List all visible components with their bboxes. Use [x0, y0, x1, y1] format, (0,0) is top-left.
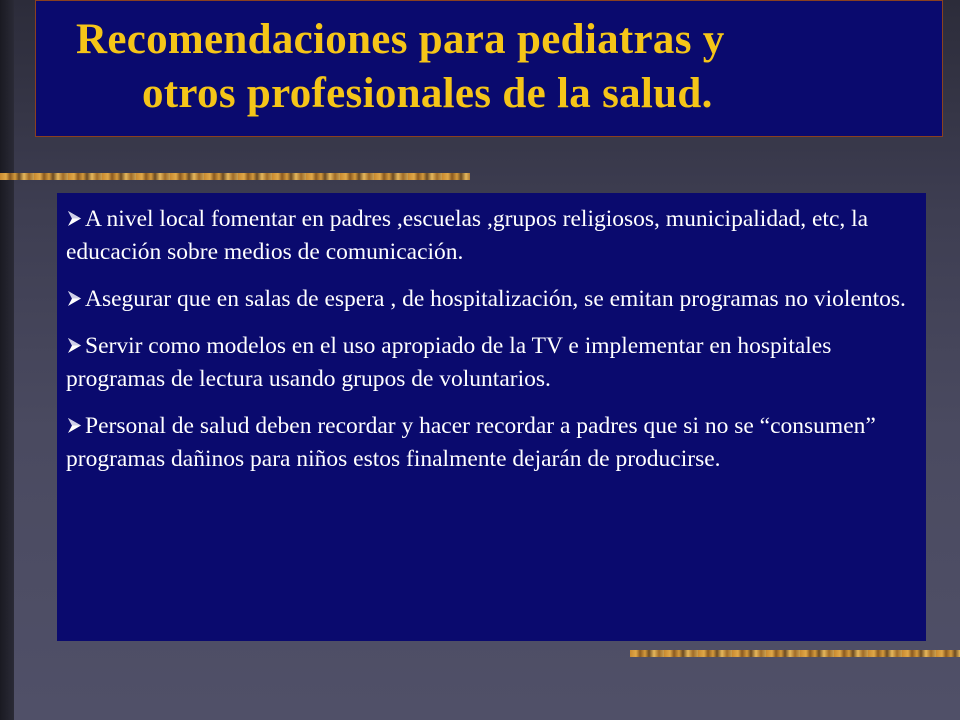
bullet-list	[66, 203, 912, 476]
bullet-text: A nivel local fomentar en padres ,escuelas ,grupos religiosos, municipalidad, etc, la educación sobre medios de comunicación.	[66, 206, 869, 265]
slide-title	[36, 13, 942, 121]
arrow-bullet-icon	[66, 337, 83, 354]
bullet-text: Personal de salud deben recordar y hacer recordar a padres que si no se “consumen” programas dañinos para niños estos finalmente dejarán de producirse.	[66, 413, 876, 472]
list-item	[66, 330, 912, 396]
arrow-bullet-icon	[66, 417, 83, 434]
left-edge-bar	[0, 0, 14, 720]
title-panel	[35, 0, 943, 137]
arrow-bullet-icon	[66, 210, 83, 227]
decorative-stripe-bottom	[630, 650, 960, 657]
list-item	[66, 410, 912, 476]
content-panel	[57, 193, 926, 641]
list-item	[66, 283, 912, 316]
title-line-1: Recomendaciones para pediatras y	[76, 16, 725, 63]
bullet-text: Servir como modelos en el uso apropiado de la TV e implementar en hospitales programas de lectura usando grupos de voluntarios.	[66, 333, 832, 392]
decorative-stripe-top	[0, 173, 470, 180]
arrow-bullet-icon	[66, 290, 83, 307]
bullet-text: Asegurar que en salas de espera , de hospitalización, se emitan programas no violentos.	[85, 286, 906, 312]
title-line-2: otros profesionales de la salud.	[142, 70, 713, 117]
list-item	[66, 203, 912, 269]
